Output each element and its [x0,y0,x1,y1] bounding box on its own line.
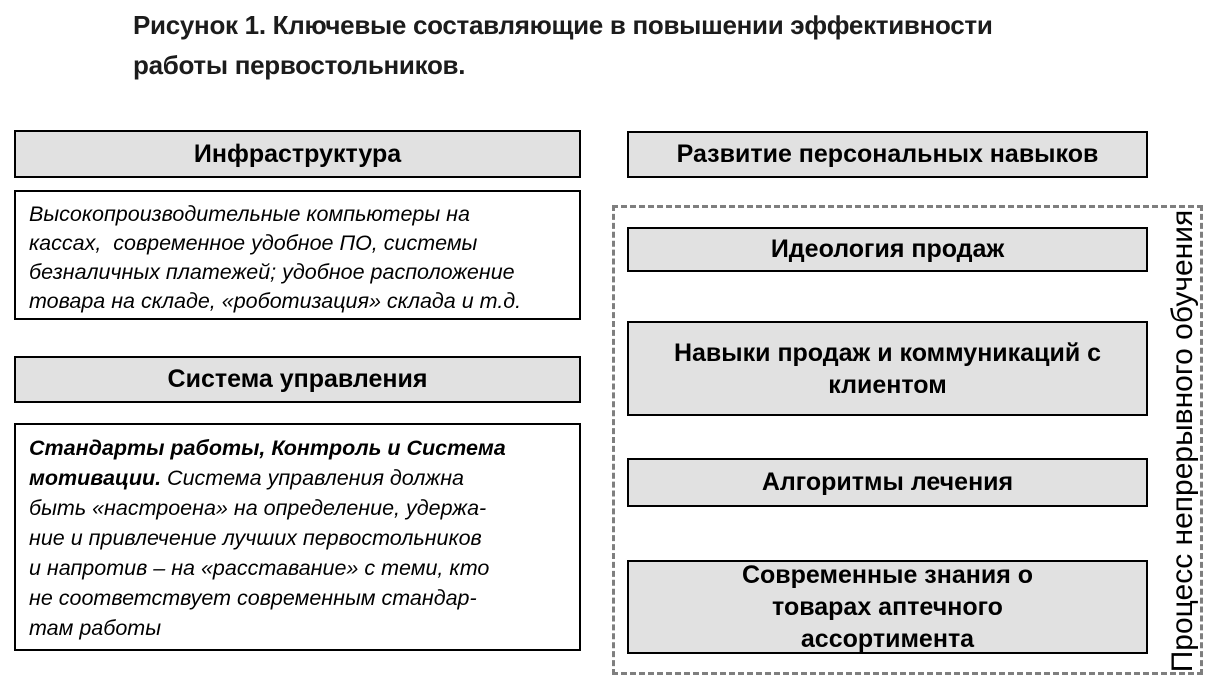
header-management-system: Система управления [14,356,581,403]
management-text-line: быть «настроена» на определение, удержа- [29,496,487,520]
vertical-label-continuous-learning: Процесс непрерывного обучения [1166,209,1199,673]
infrastructure-text-line: Высокопроизводительные компьютеры на [29,202,470,226]
management-text-bold: мотивации. [29,466,162,490]
management-text-line: там работы [29,616,162,640]
infrastructure-description-box [14,190,581,320]
management-text-line [29,433,566,463]
management-text-line: и напротив – на «расставание» с теми, кто [29,556,490,580]
management-text-regular: Система управления должна [161,466,464,490]
management-text-line [29,463,566,493]
infrastructure-text-line: безналичных платежей; удобное расположение [29,260,515,284]
management-system-description-box [14,423,581,651]
box-product-knowledge: Современные знания о товарах аптечного ассортимента [627,560,1148,654]
management-text-line: не соответствует современным стандар- [29,586,477,610]
box-treatment-algorithms: Алгоритмы лечения [627,458,1148,507]
header-infrastructure: Инфраструктура [14,130,581,178]
figure-title-line2: работы первостольников. [133,50,466,80]
header-personal-skills: Развитие персональных навыков [627,131,1148,178]
management-text-line: ние и привлечение лучших первостольников [29,526,482,550]
management-text-bold: Стандарты работы, Контроль и Система [29,436,506,460]
figure-title [133,5,993,85]
infrastructure-text-line: кассах, современное удобное ПО, системы [29,231,478,255]
box-sales-ideology: Идеология продаж [627,227,1148,272]
figure-title-line1: Рисунок 1. Ключевые составляющие в повышении эффективности [133,10,993,40]
infrastructure-text-line: товара на складе, «роботизация» склада и т.д. [29,289,522,313]
box-sales-communication-skills: Навыки продаж и коммуникаций с клиентом [627,321,1148,416]
